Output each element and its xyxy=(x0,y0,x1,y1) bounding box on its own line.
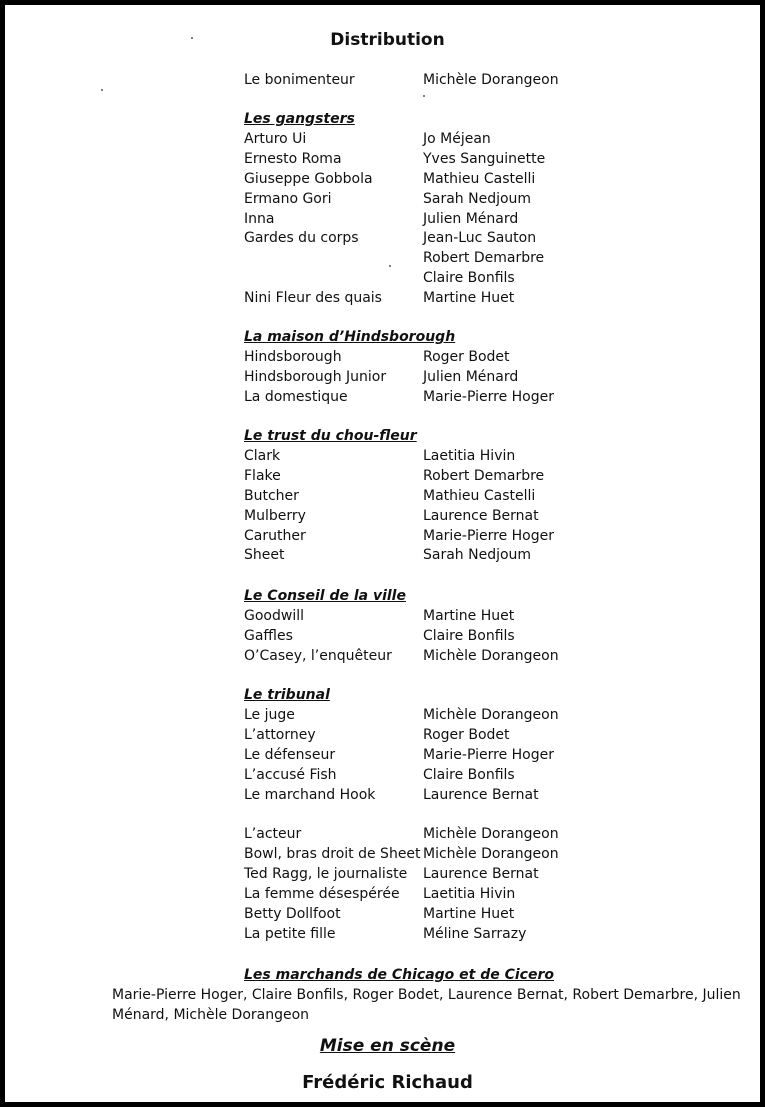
actor-name: Michèle Dorangeon xyxy=(423,845,559,862)
role-name: Caruther xyxy=(244,527,306,544)
role-name: Le bonimenteur xyxy=(244,72,355,88)
actor-name: Claire Bonfils xyxy=(423,627,515,644)
role-name: Betty Dollfoot xyxy=(244,905,341,922)
role-name: Sheet xyxy=(244,547,285,564)
role-name: Arturo Ui xyxy=(244,130,307,147)
role-name: Butcher xyxy=(244,487,299,504)
scan-speck xyxy=(191,37,193,39)
actor-name: Michèle Dorangeon xyxy=(423,647,559,664)
staging-label: Mise en scène xyxy=(319,1036,456,1056)
role-name: Gaffles xyxy=(244,627,293,644)
actor-name: Marie-Pierre Hoger xyxy=(423,388,554,405)
role-name: Clark xyxy=(244,447,281,464)
actor-name: Martine Huet xyxy=(423,607,515,624)
actor-name: Laurence Bernat xyxy=(423,865,539,882)
actor-name: Mathieu Castelli xyxy=(423,170,536,187)
role-name: La femme désespérée xyxy=(244,885,400,902)
role-name: Hindsborough xyxy=(244,348,342,365)
actor-name: Laurence Bernat xyxy=(423,786,539,803)
actor-name: Roger Bodet xyxy=(423,726,510,743)
role-name: Mulberry xyxy=(244,507,306,524)
role-name: L’accusé Fish xyxy=(244,766,337,783)
role-name: Hindsborough Junior xyxy=(244,368,387,385)
actor-name: Méline Sarrazy xyxy=(423,925,527,942)
actor-name: Sarah Nedjoum xyxy=(423,190,532,207)
role-name: Nini Fleur des quais xyxy=(244,290,382,307)
actor-name: Robert Demarbre xyxy=(423,250,545,267)
role-name: Gardes du corps xyxy=(244,230,359,247)
role-name: Ted Ragg, le journaliste xyxy=(244,865,408,882)
section-title: Le Conseil de la ville xyxy=(244,588,406,604)
actor-name: Laetitia Hivin xyxy=(423,447,516,464)
actor-name: Laurence Bernat xyxy=(423,507,539,524)
section-title: Les gangsters xyxy=(244,111,355,127)
role-name: La domestique xyxy=(244,388,348,405)
section-title: La maison d’Hindsborough xyxy=(244,329,456,345)
role-name: Le juge xyxy=(244,706,295,723)
page-title: Distribution xyxy=(330,30,445,50)
role-name: Giuseppe Gobbola xyxy=(244,170,373,187)
actor-name: Michèle Dorangeon xyxy=(423,72,559,88)
scan-speck xyxy=(389,265,391,267)
role-name: Ermano Gori xyxy=(244,190,332,207)
actor-name: Michèle Dorangeon xyxy=(423,826,559,842)
actor-name: Mathieu Castelli xyxy=(423,487,536,504)
actor-name: Yves Sanguinette xyxy=(423,150,546,167)
merchants-list: Marie-Pierre Hoger, Claire Bonfils, Roger Bodet, Laurence Bernat, Robert Demarbre, Julien Ménard, Michèle Dorangeon xyxy=(112,987,741,1023)
section-title: Le tribunal xyxy=(244,687,330,703)
role-name: Flake xyxy=(244,467,281,484)
role-name: Le défenseur xyxy=(244,746,336,763)
role-name: Ernesto Roma xyxy=(244,150,342,167)
director-name: Frédéric Richaud xyxy=(302,1072,473,1093)
actor-name: Robert Demarbre xyxy=(423,467,545,484)
actor-name: Jo Méjean xyxy=(423,130,491,147)
role-name: Bowl, bras droit de Sheet xyxy=(244,845,421,862)
merchants-section-title: Les marchands de Chicago et de Cicero xyxy=(244,967,555,983)
actor-name: Claire Bonfils xyxy=(423,766,515,783)
role-name: Inna xyxy=(244,210,275,227)
actor-name: Julien Ménard xyxy=(423,368,519,385)
role-name: O’Casey, l’enquêteur xyxy=(244,647,392,664)
scan-speck xyxy=(101,89,103,91)
actor-name: Marie-Pierre Hoger xyxy=(423,746,554,763)
actor-name: Michèle Dorangeon xyxy=(423,706,559,723)
actor-name: Martine Huet xyxy=(423,290,515,307)
role-name: L’attorney xyxy=(244,726,316,743)
actor-name: Marie-Pierre Hoger xyxy=(423,527,554,544)
scan-speck xyxy=(423,95,425,97)
section-title: Le trust du chou-fleur xyxy=(244,428,417,444)
role-name: La petite fille xyxy=(244,925,336,942)
actor-name: Julien Ménard xyxy=(423,210,519,227)
role-name: Goodwill xyxy=(244,607,304,624)
role-name: Le marchand Hook xyxy=(244,786,376,803)
actor-name: Laetitia Hivin xyxy=(423,885,516,902)
actor-name: Roger Bodet xyxy=(423,348,510,365)
actor-name: Sarah Nedjoum xyxy=(423,547,532,564)
role-name: L’acteur xyxy=(244,826,302,842)
actor-name: Jean-Luc Sauton xyxy=(423,230,537,247)
actor-name: Claire Bonfils xyxy=(423,270,515,287)
actor-name: Martine Huet xyxy=(423,905,515,922)
